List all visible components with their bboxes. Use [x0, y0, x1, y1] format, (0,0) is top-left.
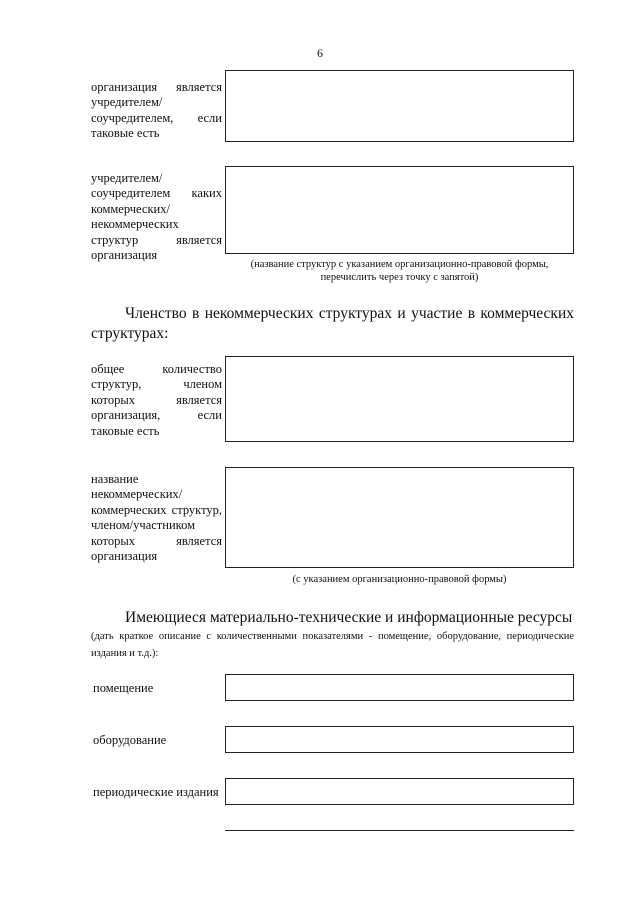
founded-structures-note — [225, 258, 574, 284]
founder-status-field[interactable] — [225, 70, 574, 142]
membership-names-field[interactable] — [225, 467, 574, 568]
premises-label: помещение — [93, 681, 154, 695]
equipment-label: оборудование — [93, 733, 167, 747]
membership-count-label: общее количество структур, членом которых является организация, если таковые есть — [91, 362, 222, 438]
founded-structures-label: учредителем/соучредителем каких коммерческих/некоммерческих структур является организация — [91, 171, 222, 263]
premises-field[interactable] — [225, 674, 574, 701]
equipment-field[interactable] — [225, 726, 574, 753]
membership-names-note: (с указанием организационно-правовой формы) — [292, 574, 507, 585]
bottom-divider — [225, 830, 574, 831]
resources-heading-note: (дать краткое описание с количественными показателями - помещение, оборудование, периодические издания и т.д.): — [91, 631, 574, 659]
membership-count-field[interactable] — [225, 356, 574, 442]
membership-heading-text: Членство в некоммерческих структурах и участие в коммерческих структурах: — [91, 305, 574, 342]
resources-heading-text: Имеющиеся материально-технические и информационные ресурсы — [125, 609, 573, 626]
founded-structures-note-line2: перечислить через точку с запятой) — [320, 272, 479, 283]
resources-heading — [91, 608, 574, 628]
membership-names-label: название некоммерческих/коммерческих структур, членом/участником которых является организация — [91, 472, 222, 564]
periodicals-field[interactable] — [225, 778, 574, 805]
page-number: 6 — [317, 46, 323, 60]
founded-structures-note-line1: (название структур с указанием организационно-правовой формы, — [250, 259, 549, 270]
founded-structures-field[interactable] — [225, 166, 574, 254]
founder-status-label: организация является учредителем/соучредителем, если таковые есть — [91, 80, 222, 141]
membership-heading — [91, 304, 574, 344]
periodicals-label: периодические издания — [93, 785, 219, 799]
